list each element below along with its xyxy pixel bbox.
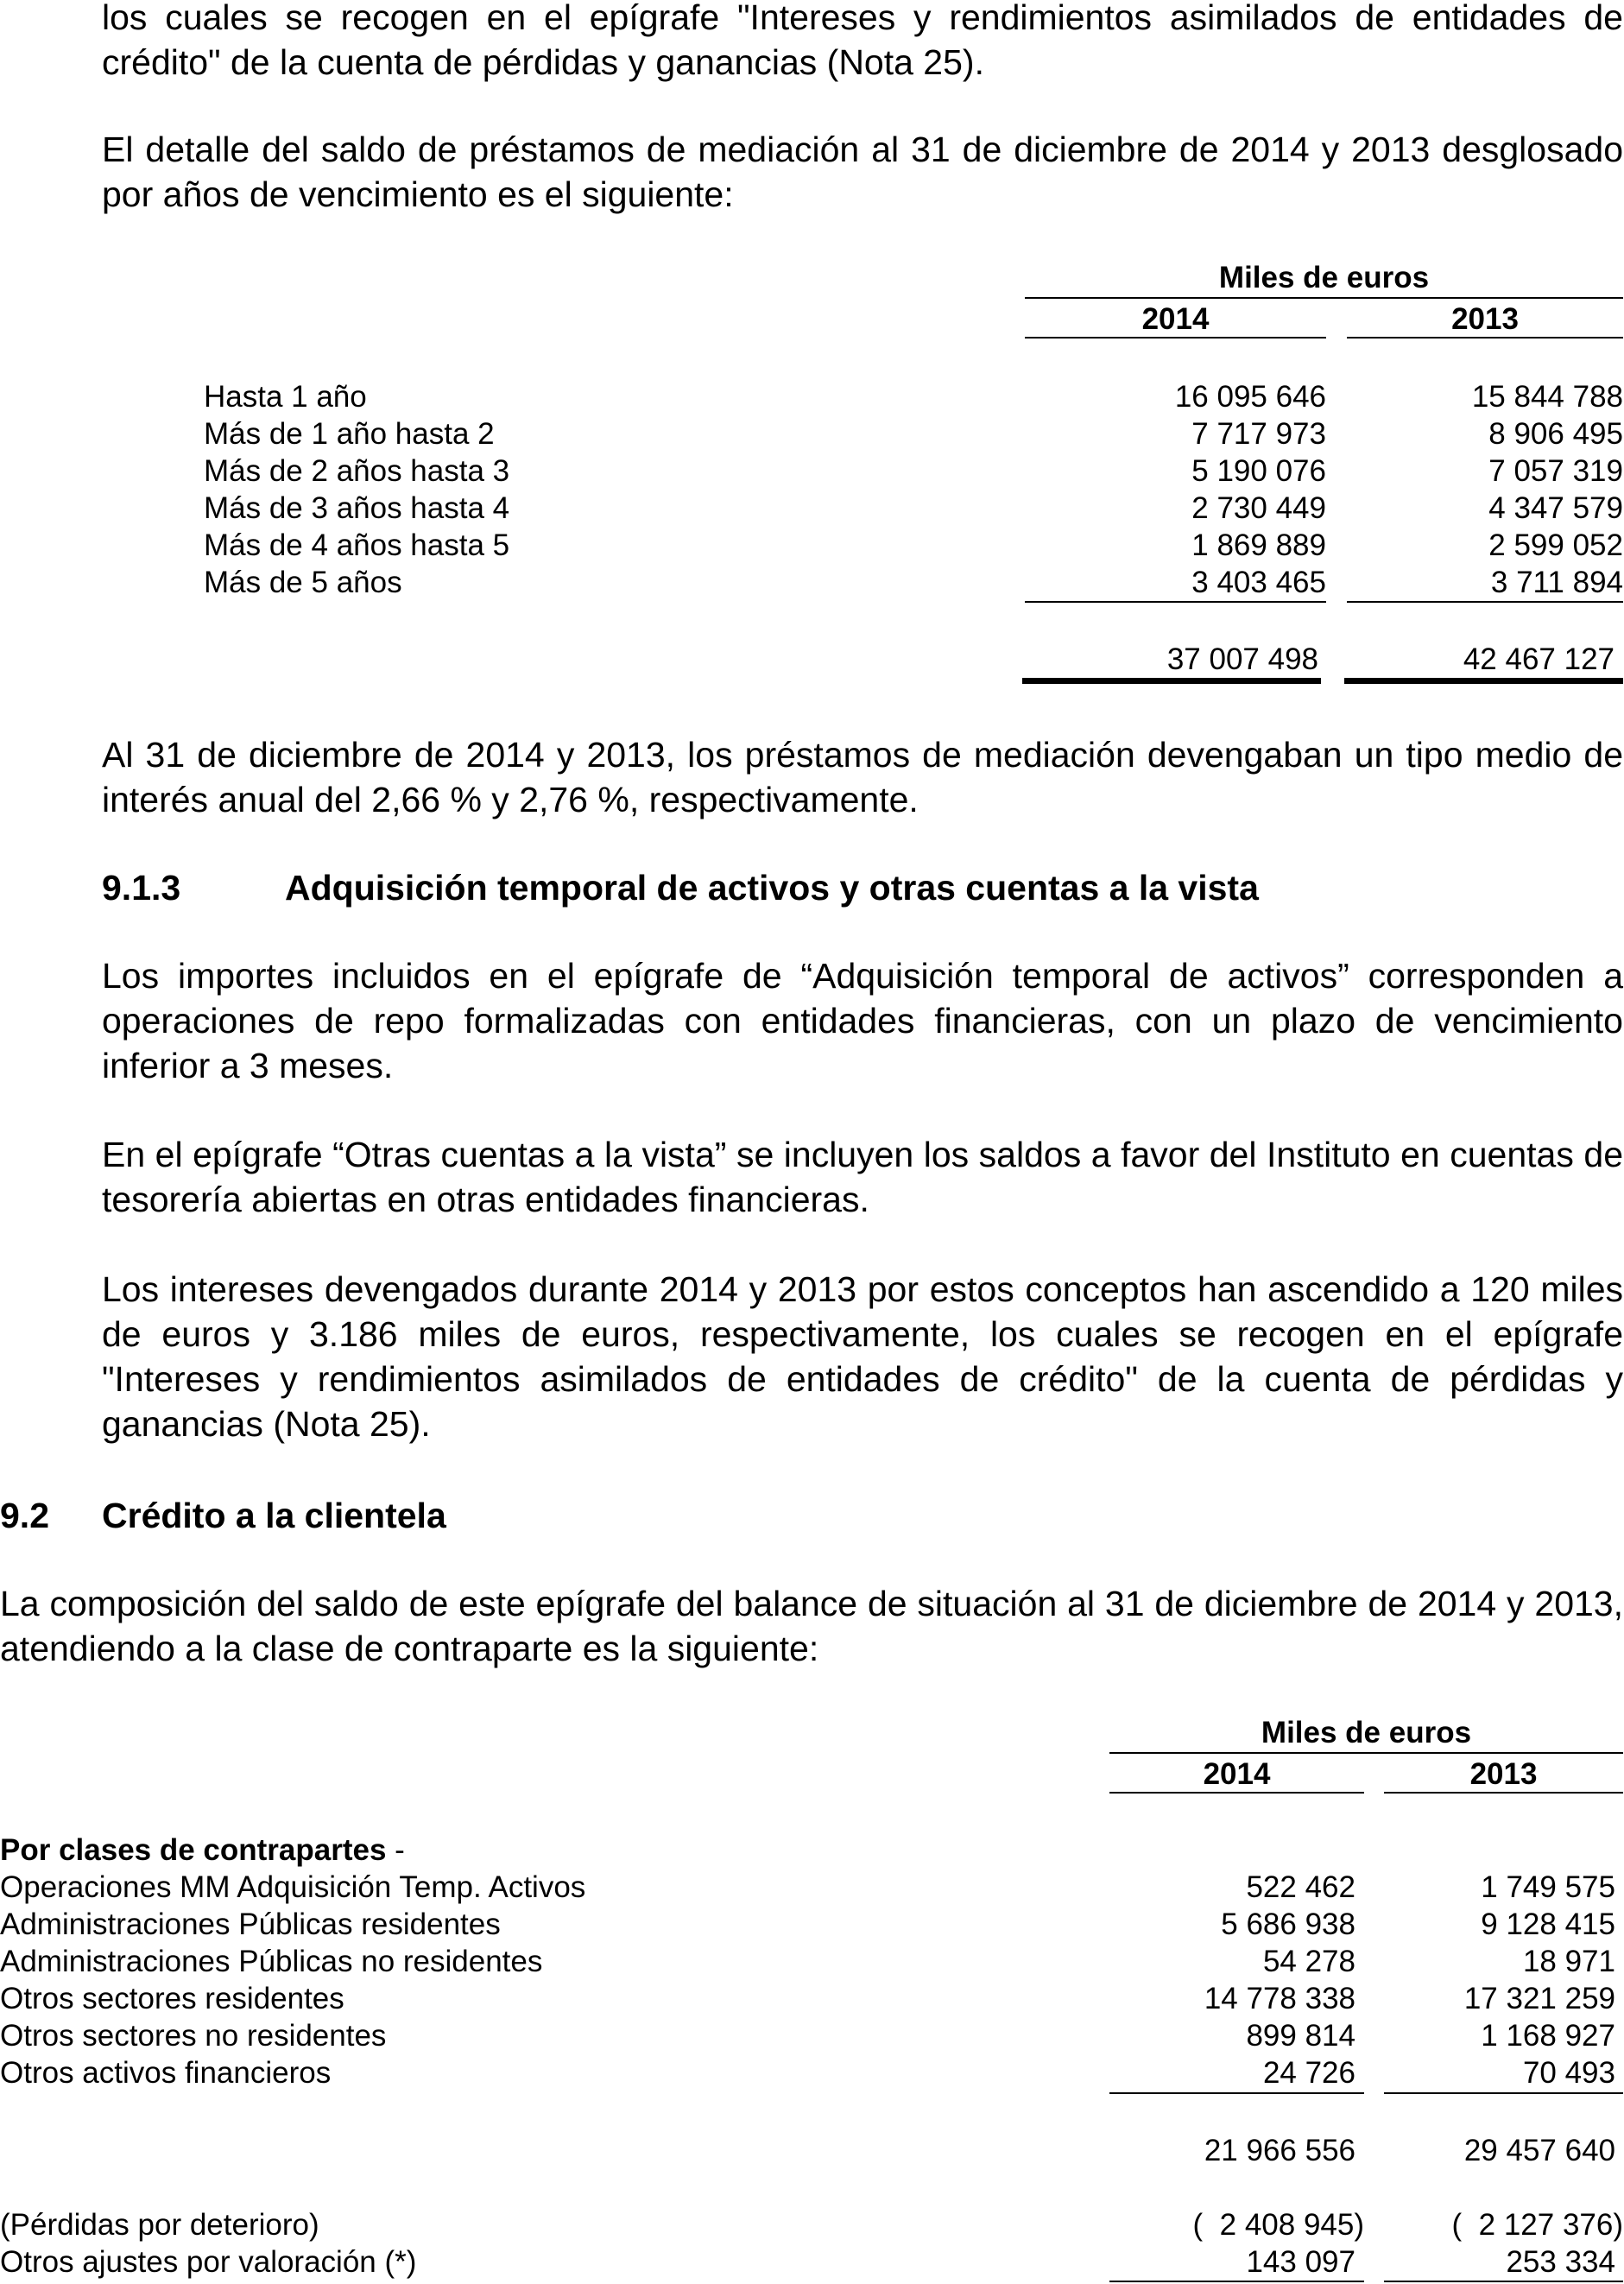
table-cell-2014: 5 190 076 xyxy=(1191,454,1326,488)
table-cell-2013: 2 599 052 xyxy=(1488,528,1623,562)
section-number: 9.2 xyxy=(0,1496,49,1535)
table-cell-2014: 899 814 xyxy=(1246,2019,1355,2053)
table-row-label: Otros sectores residentes xyxy=(0,1982,344,2015)
section-title: Crédito a la clientela xyxy=(102,1496,446,1535)
table-cell-2013: 3 711 894 xyxy=(1490,566,1623,599)
table-row-label: Más de 3 años hasta 4 xyxy=(204,491,510,525)
table-row-label: Hasta 1 año xyxy=(204,380,367,414)
table-row-label: Más de 2 años hasta 3 xyxy=(204,454,510,488)
table1-unit-header: Miles de euros xyxy=(1218,261,1430,294)
paragraph-mediation-loans-detail: El detalle del saldo de préstamos de mediación al 31 de diciembre de 2014 y 2013 desglosado por años de vencimiento es el siguiente: xyxy=(102,130,1623,214)
table-cell-2013: 7 057 319 xyxy=(1488,454,1623,488)
table-cell-2013: 1 168 927 xyxy=(1481,2019,1615,2053)
table-cell-2014: 24 726 xyxy=(1262,2056,1355,2090)
section-label-dash: - xyxy=(386,1833,405,1867)
table2-col-2013: 2013 xyxy=(1469,1757,1538,1791)
table1-unit-rule xyxy=(1025,297,1623,299)
table1-col-2014-rule xyxy=(1025,337,1326,338)
table-row-label: Más de 1 año hasta 2 xyxy=(204,417,495,451)
table-cell-2013: 17 321 259 xyxy=(1463,1982,1615,2015)
table1-total-2013: 42 467 127 xyxy=(1463,642,1615,676)
table2-adjust-rule-2014 xyxy=(1109,2281,1364,2282)
table-row-label: Más de 4 años hasta 5 xyxy=(204,528,510,562)
table-cell-2013: 70 493 xyxy=(1522,2056,1615,2090)
table1-sum-rule-2014 xyxy=(1025,601,1326,603)
table-cell-2013: 18 971 xyxy=(1522,1945,1615,1978)
section-heading-9-2 xyxy=(0,1493,446,1538)
table-row-label: Otros sectores no residentes xyxy=(0,2019,387,2053)
table1-col-2014: 2014 xyxy=(1141,302,1210,336)
table2-col-2014-rule xyxy=(1109,1792,1364,1794)
paragraph-accrued-interest: Los intereses devengados durante 2014 y 2013 por estos conceptos han ascendido a 120 miles de euros y 3.186 miles de euros, respectivamente, los cuales se recogen en el epígrafe "Intereses y rendimientos asimilados de entidades de crédito" de la cuenta de pérdidas y ganancias (Nota 25). xyxy=(102,1269,1623,1444)
table2-col-2014: 2014 xyxy=(1203,1757,1271,1791)
table-cell-2014: 16 095 646 xyxy=(1174,380,1326,414)
table-cell-2013: 15 844 788 xyxy=(1471,380,1623,414)
table2-impairment-label: (Pérdidas por deterioro) xyxy=(0,2208,319,2242)
table2-unit-rule xyxy=(1109,1752,1623,1754)
paragraph-customer-credit: La composición del saldo de este epígrafe del balance de situación al 31 de diciembre de 2014 y 2013, atendiendo a la clase de contraparte es la siguiente: xyxy=(0,1584,1623,1668)
section-heading-9-1-3 xyxy=(102,865,1259,910)
table-row-label: Operaciones MM Adquisición Temp. Activos xyxy=(0,1870,586,1904)
table-cell-2014: 7 717 973 xyxy=(1191,417,1326,451)
table2-impairment-2013: ( 2 127 376) xyxy=(1451,2208,1623,2242)
table-row-label: Otros activos financieros xyxy=(0,2056,332,2090)
table2-adjust-rule-2013 xyxy=(1384,2281,1623,2282)
paragraph-other-accounts: En el epígrafe “Otras cuentas a la vista” se incluyen los saldos a favor del Instituto en cuentas de tesorería abiertas en otras entidades financieras. xyxy=(102,1135,1623,1219)
table2-section-label xyxy=(0,1832,405,1869)
table2-impairment-2014: ( 2 408 945) xyxy=(1192,2208,1364,2242)
table-cell-2014: 522 462 xyxy=(1246,1870,1355,1904)
table2-subtotal-2013: 29 457 640 xyxy=(1463,2134,1615,2167)
section-title: Adquisición temporal de activos y otras cuentas a la vista xyxy=(285,868,1259,908)
table2-adjust-2014: 143 097 xyxy=(1246,2245,1355,2279)
table2-col-2013-rule xyxy=(1384,1792,1623,1794)
table-row-label: Administraciones Públicas no residentes xyxy=(0,1945,543,1978)
table-cell-2014: 14 778 338 xyxy=(1204,1982,1355,2015)
table-row-label: Administraciones Públicas residentes xyxy=(0,1908,501,1941)
section-label-text: Por clases de contrapartes xyxy=(0,1833,387,1867)
table1-total-2014: 37 007 498 xyxy=(1166,642,1318,676)
table2-subtotal-2014: 21 966 556 xyxy=(1204,2134,1355,2167)
table-cell-2013: 8 906 495 xyxy=(1488,417,1623,451)
section-number: 9.1.3 xyxy=(102,868,181,908)
table-cell-2014: 3 403 465 xyxy=(1191,566,1326,599)
table2-sum-rule-2013 xyxy=(1384,2092,1623,2094)
table-cell-2013: 1 749 575 xyxy=(1481,1870,1615,1904)
table2-adjust-label: Otros ajustes por valoración (*) xyxy=(0,2245,417,2279)
paragraph-repo-operations: Los importes incluidos en el epígrafe de “Adquisición temporal de activos” corresponden a operaciones de repo formalizadas con entidades financieras, con un plazo de vencimiento inferior a 3 meses. xyxy=(102,956,1623,1085)
table2-adjust-2013: 253 334 xyxy=(1506,2245,1615,2279)
paragraph-average-interest: Al 31 de diciembre de 2014 y 2013, los préstamos de mediación devengaban un tipo medio de interés anual del 2,66 % y 2,76 %, respectivamente. xyxy=(102,735,1623,819)
table1-sum-rule-2013 xyxy=(1347,601,1623,603)
table-cell-2014: 1 869 889 xyxy=(1191,528,1326,562)
table-cell-2014: 5 686 938 xyxy=(1221,1908,1355,1941)
table1-total-rule-2013 xyxy=(1344,678,1623,684)
table-cell-2014: 2 730 449 xyxy=(1191,491,1326,525)
paragraph-intro-continuation: los cuales se recogen en el epígrafe "Intereses y rendimientos asimilados de entidades de crédito" de la cuenta de pérdidas y ganancias (Nota 25). xyxy=(102,0,1623,82)
table1-col-2013-rule xyxy=(1347,337,1623,338)
table2-unit-header: Miles de euros xyxy=(1261,1716,1472,1749)
table2-sum-rule-2014 xyxy=(1109,2092,1364,2094)
table1-col-2013: 2013 xyxy=(1451,302,1519,336)
table-cell-2013: 9 128 415 xyxy=(1481,1908,1615,1941)
table1-total-rule-2014 xyxy=(1022,678,1321,684)
table-cell-2014: 54 278 xyxy=(1262,1945,1355,1978)
table-cell-2013: 4 347 579 xyxy=(1488,491,1623,525)
table-row-label: Más de 5 años xyxy=(204,566,402,599)
